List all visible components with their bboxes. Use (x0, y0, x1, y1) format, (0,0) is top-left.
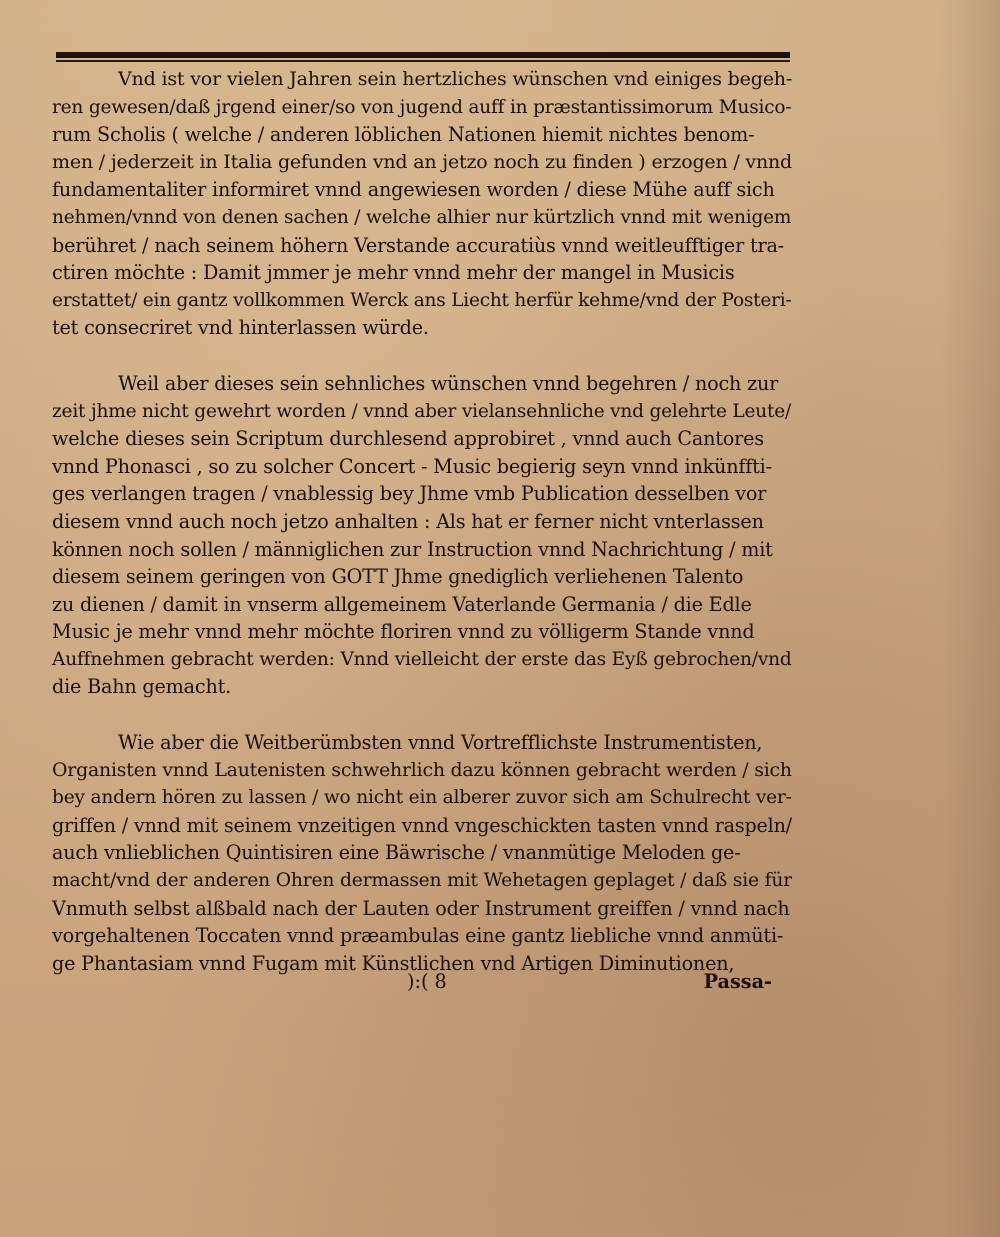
text-line: Music je mehr vnnd mehr möchte floriren vnnd zu völligerm Stande vnnd (52, 620, 755, 644)
text-line: erstattet/ ein gantz vollkommen Werck ans Liecht herfür kehme/vnd der Posteri- (52, 289, 792, 311)
text-line: ren gewesen/daß jrgend einer/so von jugend auff in præstantissimorum Musico- (52, 96, 792, 118)
text-line: diesem seinem geringen von GOTT Jhme gnediglich verliehenen Talento (52, 565, 744, 589)
text-line: rum Scholis ( welche / anderen löblichen Nationen hiemit nichtes benom- (52, 123, 755, 147)
text-line: zu dienen / damit in vnserm allgemeinem Vaterlande Germania / die Edle (52, 592, 752, 616)
text-line: Wie aber die Weitberümbsten vnnd Vortrefflichste Instrumentisten, (118, 731, 763, 755)
page-edge-shadow (940, 0, 1000, 1237)
catchword: Passa- (703, 970, 772, 993)
text-line: berühret / nach seinem höhern Verstande accuratiùs vnnd weitleufftiger tra- (52, 233, 784, 257)
text-line: die Bahn gemacht. (52, 675, 232, 699)
paragraph-3 (52, 729, 792, 977)
text-line: Auffnehmen gebracht werden: Vnnd vielleicht der erste das Eyß gebrochen/vnd (52, 648, 792, 670)
text-line: Vnd ist vor vielen Jahren sein hertzliches wünschen vnd einiges begeh- (118, 68, 792, 90)
text-line: vorgehaltenen Toccaten vnnd præambulas eine gantz liebliche vnnd anmüti- (52, 924, 784, 948)
text-line: können noch sollen / männiglichen zur Instruction vnnd Nachrichtung / mit (52, 537, 773, 561)
text-line: men / jederzeit in Italia gefunden vnd an jetzo noch zu finden ) erzogen / vnnd (52, 150, 792, 173)
text-line: ctiren möchte : Damit jmmer je mehr vnnd mehr der mangel in Musicis (52, 261, 735, 285)
text-line: zeit jhme nicht gewehrt worden / vnnd aber vielansehnliche vnd gelehrte Leute/ (52, 400, 792, 422)
body-text (52, 66, 792, 977)
text-line: ge Phantasiam vnnd Fugam mit Künstlichen vnd Artigen Diminutionen, (52, 951, 735, 975)
text-line: Weil aber dieses sein sehnliches wünschen vnnd begehren / noch zur (118, 371, 779, 395)
text-line: vnnd Phonasci , so zu solcher Concert - Music begierig seyn vnnd inkünffti- (52, 454, 772, 478)
paragraph-2 (52, 370, 792, 701)
text-line: Vnmuth selbst alßbald nach der Lauten oder Instrument greiffen / vnnd nach (52, 896, 790, 920)
text-line: griffen / vnnd mit seinem vnzeitigen vnnd vngeschickten tasten vnnd raspeln/ (52, 813, 792, 837)
text-line: ges verlangen tragen / vnablessig bey Jhme vmb Publication desselben vor (52, 482, 767, 506)
text-line: nehmen/vnnd von denen sachen / welche alhier nur kürtzlich vnnd mit wenigem (52, 206, 792, 228)
text-line: bey andern hören zu lassen / wo nicht ein alberer zuvor sich am Schulrecht ver- (52, 787, 792, 809)
paragraph-1 (52, 66, 792, 342)
text-line: diesem vnnd auch noch jetzo anhalten : Als hat er ferner nicht vnterlassen (52, 509, 764, 533)
header-rule (56, 52, 790, 62)
signature-mark: ):( 8 (407, 970, 447, 993)
text-line: welche dieses sein Scriptum durchlesend approbiret , vnnd auch Cantores (52, 427, 764, 451)
text-line: auch vnlieblichen Quintisiren eine Bäwrische / vnanmütige Meloden ge- (52, 841, 741, 865)
text-line: tet consecriret vnd hinterlassen würde. (52, 316, 429, 340)
text-line: Organisten vnnd Lautenisten schwehrlich dazu können gebracht werden / sich (52, 758, 792, 781)
text-line: macht/vnd der anderen Ohren dermassen mit Wehetagen geplaget / daß sie für (52, 870, 792, 892)
text-line: fundamentaliter informiret vnnd angewiesen worden / diese Mühe auff sich (52, 178, 775, 202)
page-footer (52, 968, 792, 996)
